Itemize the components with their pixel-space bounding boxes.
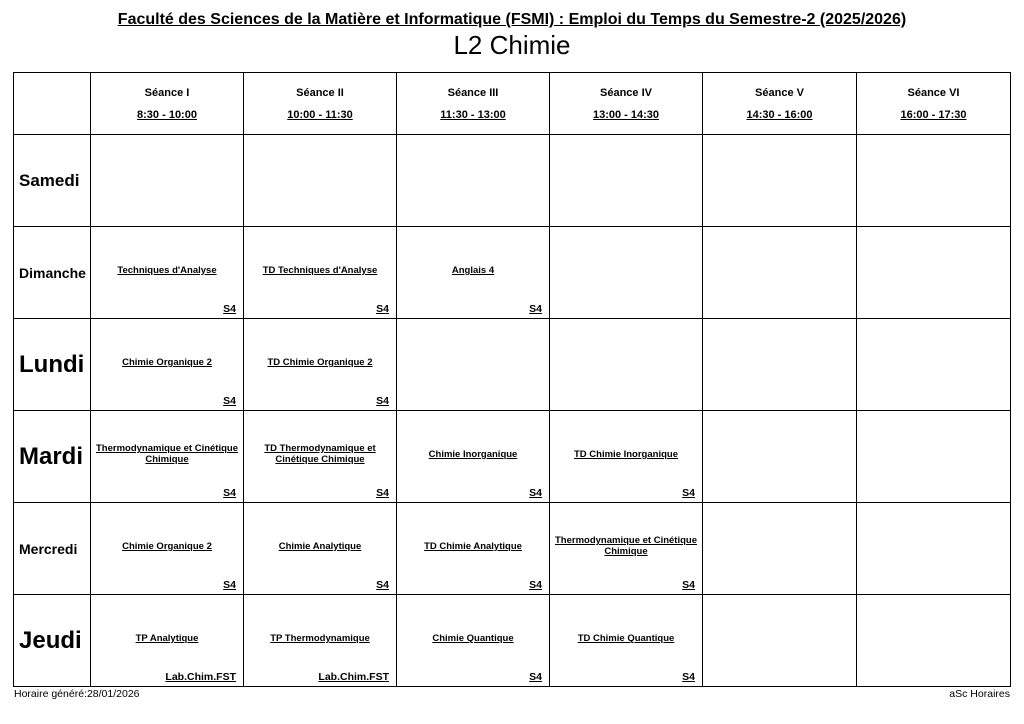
course-name: Anglais 4 — [451, 265, 495, 276]
slot-content — [703, 595, 856, 686]
slot-content — [244, 227, 396, 318]
course-name: Chimie Quantique — [432, 633, 514, 644]
slot-content — [857, 503, 1010, 594]
slot-content — [397, 319, 549, 410]
seance-header — [397, 73, 550, 135]
day-label: Mardi — [14, 411, 91, 503]
slot-content — [550, 319, 702, 410]
room-label: S4 — [376, 487, 389, 499]
slot-cell — [703, 135, 857, 227]
room-label: S4 — [529, 579, 542, 591]
slot-cell — [244, 411, 397, 503]
room-label: S4 — [223, 579, 236, 591]
slot-content — [703, 135, 856, 226]
slot-cell — [91, 227, 244, 319]
course-name: TD Techniques d'Analyse — [262, 265, 378, 276]
slot-cell — [703, 319, 857, 411]
slot-cell — [91, 503, 244, 595]
course-name: TD Chimie Analytique — [424, 541, 522, 552]
slot-cell — [550, 135, 703, 227]
slot-cell — [91, 595, 244, 687]
room-label: S4 — [376, 579, 389, 591]
day-row — [14, 595, 1011, 687]
room-label: S4 — [682, 487, 695, 499]
slot-content — [703, 319, 856, 410]
room-label: S4 — [223, 395, 236, 407]
day-row — [14, 319, 1011, 411]
day-row — [14, 503, 1011, 595]
course-name: TD Chimie Organique 2 — [267, 357, 373, 368]
slot-content — [550, 411, 702, 502]
slot-content — [91, 411, 243, 502]
slot-content — [703, 227, 856, 318]
slot-cell — [244, 227, 397, 319]
slot-content — [244, 319, 396, 410]
slot-cell — [397, 411, 550, 503]
day-row — [14, 135, 1011, 227]
seance-name: Séance I — [144, 86, 190, 99]
slot-cell — [550, 319, 703, 411]
slot-content — [91, 503, 243, 594]
slot-content — [550, 503, 702, 594]
slot-cell — [857, 503, 1011, 595]
room-label: Lab.Chim.FST — [318, 671, 389, 683]
day-label: Lundi — [14, 319, 91, 411]
slot-cell — [397, 135, 550, 227]
room-label: S4 — [682, 671, 695, 683]
seance-header — [91, 73, 244, 135]
room-label: S4 — [376, 395, 389, 407]
course-name: Chimie Analytique — [278, 541, 362, 552]
course-name: Thermodynamique et Cinétique Chimique — [555, 535, 697, 557]
course-name: Chimie Inorganique — [428, 449, 518, 460]
slot-content — [703, 411, 856, 502]
day-label: Dimanche — [14, 227, 91, 319]
seance-header — [703, 73, 857, 135]
class-name: L2 Chimie — [453, 30, 571, 60]
slot-content — [857, 595, 1010, 686]
room-label: S4 — [529, 487, 542, 499]
slot-content — [91, 595, 243, 686]
seance-name: Séance VI — [907, 86, 960, 99]
slot-cell — [703, 411, 857, 503]
slot-cell — [91, 411, 244, 503]
seance-name: Séance III — [447, 86, 499, 99]
day-label: Jeudi — [14, 595, 91, 687]
seance-name: Séance IV — [600, 86, 652, 99]
course-name: TD Thermodynamique et Cinétique Chimique — [264, 443, 376, 465]
course-name: TD Chimie Inorganique — [574, 449, 678, 460]
room-label: Lab.Chim.FST — [165, 671, 236, 683]
slot-cell — [550, 503, 703, 595]
timetable-header-row — [14, 73, 1011, 135]
day-label: Mercredi — [14, 503, 91, 595]
seance-name: Séance II — [296, 86, 344, 99]
slot-content — [703, 503, 856, 594]
slot-content — [244, 411, 396, 502]
slot-content — [857, 319, 1010, 410]
seance-header — [244, 73, 397, 135]
room-label: S4 — [529, 303, 542, 315]
slot-content — [550, 227, 702, 318]
slot-cell — [244, 503, 397, 595]
slot-content — [397, 503, 549, 594]
slot-content — [244, 595, 396, 686]
slot-cell — [91, 135, 244, 227]
seance-name: Séance V — [755, 86, 804, 99]
course-name: TP Thermodynamique — [270, 633, 370, 644]
slot-cell — [857, 411, 1011, 503]
slot-cell — [397, 503, 550, 595]
slot-cell — [857, 135, 1011, 227]
slot-content — [244, 135, 396, 226]
corner-cell — [14, 73, 91, 135]
slot-content — [91, 319, 243, 410]
generated-date: Horaire généré:28/01/2026 — [14, 688, 140, 700]
seance-time: 10:00 - 11:30 — [287, 108, 353, 121]
seance-time: 11:30 - 13:00 — [440, 108, 506, 121]
course-name: Chimie Organique 2 — [122, 541, 212, 552]
slot-content — [397, 227, 549, 318]
slot-cell — [244, 319, 397, 411]
course-name: Chimie Organique 2 — [122, 357, 212, 368]
slot-content — [857, 227, 1010, 318]
room-label: S4 — [223, 487, 236, 499]
slot-content — [397, 135, 549, 226]
slot-cell — [857, 319, 1011, 411]
slot-cell — [397, 595, 550, 687]
slot-content — [397, 595, 549, 686]
slot-cell — [397, 319, 550, 411]
timetable — [13, 72, 1011, 687]
seance-time: 16:00 - 17:30 — [900, 108, 967, 121]
slot-cell — [857, 595, 1011, 687]
day-row — [14, 411, 1011, 503]
slot-cell — [550, 227, 703, 319]
seance-time: 8:30 - 10:00 — [137, 108, 197, 121]
day-row — [14, 227, 1011, 319]
slot-cell — [550, 411, 703, 503]
slot-cell — [703, 595, 857, 687]
slot-content — [397, 411, 549, 502]
slot-content — [857, 135, 1010, 226]
seance-time: 13:00 - 14:30 — [592, 108, 660, 121]
slot-content — [244, 503, 396, 594]
slot-cell — [703, 503, 857, 595]
slot-content — [91, 227, 243, 318]
slot-cell — [703, 227, 857, 319]
course-name: TP Analytique — [135, 633, 199, 644]
room-label: S4 — [376, 303, 389, 315]
course-name: Thermodynamique et Cinétique Chimique — [96, 443, 238, 465]
slot-cell — [550, 595, 703, 687]
slot-cell — [244, 595, 397, 687]
slot-cell — [857, 227, 1011, 319]
slot-content — [857, 411, 1010, 502]
seance-header — [857, 73, 1011, 135]
page-title: Faculté des Sciences de la Matière et Informatique (FSMI) : Emploi du Temps du Semestre-2 (2025/2026) — [117, 11, 907, 28]
course-name: Techniques d'Analyse — [117, 265, 217, 276]
slot-content — [550, 595, 702, 686]
slot-cell — [397, 227, 550, 319]
room-label: S4 — [682, 579, 695, 591]
course-name: TD Chimie Quantique — [577, 633, 675, 644]
slot-content — [550, 135, 702, 226]
slot-cell — [91, 319, 244, 411]
seance-time: 14:30 - 16:00 — [746, 108, 813, 121]
seance-header — [550, 73, 703, 135]
room-label: S4 — [223, 303, 236, 315]
brand-label: aSc Horaires — [949, 688, 1010, 700]
slot-cell — [244, 135, 397, 227]
day-label: Samedi — [14, 135, 91, 227]
room-label: S4 — [529, 671, 542, 683]
slot-content — [91, 135, 243, 226]
